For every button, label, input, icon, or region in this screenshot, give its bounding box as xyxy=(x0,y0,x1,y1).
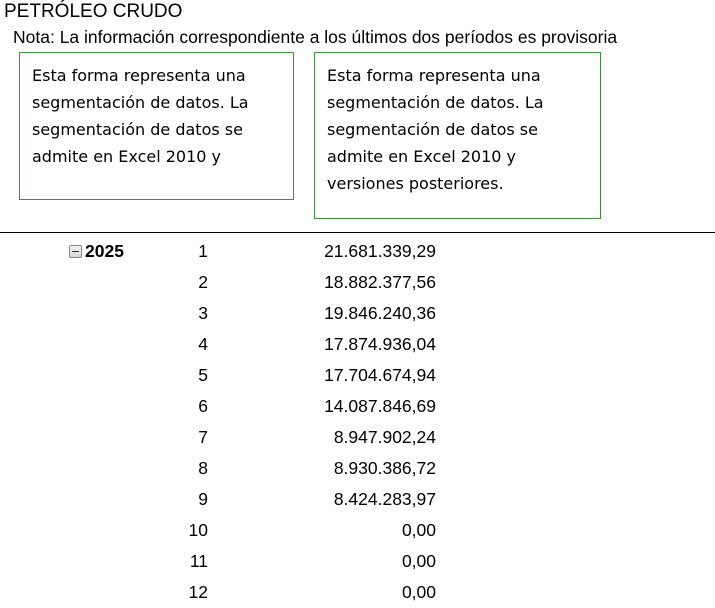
slicer-text-line: segmentación de datos se xyxy=(327,120,538,139)
month-cell: 11 xyxy=(189,551,208,571)
slicer-text-line: admite en Excel 2010 y xyxy=(32,147,222,166)
table-row xyxy=(0,422,715,453)
month-cell: 5 xyxy=(198,365,208,385)
month-cell: 12 xyxy=(188,582,208,602)
table-row xyxy=(0,360,715,391)
table-row xyxy=(0,391,715,422)
year-label: 2025 xyxy=(85,241,124,261)
value-cell: 0,00 xyxy=(401,582,436,602)
value-cell: 19.846.240,36 xyxy=(324,303,436,323)
header-divider xyxy=(0,232,715,233)
month-cell: 6 xyxy=(198,396,208,416)
table-row xyxy=(0,267,715,298)
provisional-note: Nota: La información correspondiente a los últimos dos períodos es provisoria xyxy=(13,27,618,47)
value-cell: 17.704.674,94 xyxy=(324,365,436,385)
value-cell: 0,00 xyxy=(401,520,436,540)
slicer-text-line: segmentación de datos. La xyxy=(327,93,544,112)
month-cell: 8 xyxy=(198,458,208,478)
slicer-placeholder-2[interactable] xyxy=(314,52,601,219)
value-cell: 8.930.386,72 xyxy=(333,458,436,478)
table-row xyxy=(0,546,715,577)
value-cell: 8.424.283,97 xyxy=(333,489,436,509)
slicer-text-line: Esta forma representa una xyxy=(32,66,246,85)
month-cell: 10 xyxy=(188,520,208,540)
slicer-text-line: versiones posteriores. xyxy=(327,174,504,193)
table-row xyxy=(0,515,715,546)
value-cell: 21.681.339,29 xyxy=(324,241,436,261)
month-cell: 7 xyxy=(198,427,208,447)
table-row xyxy=(0,453,715,484)
table-row xyxy=(0,577,715,608)
value-cell: 17.874.936,04 xyxy=(324,334,436,354)
value-cell: 18.882.377,56 xyxy=(324,272,436,292)
table-row xyxy=(0,236,715,267)
slicer-text-line: segmentación de datos. La xyxy=(32,93,249,112)
slicer-placeholder-1[interactable] xyxy=(19,52,294,200)
sheet-title: PETRÓLEO CRUDO xyxy=(4,1,183,22)
month-cell: 1 xyxy=(198,241,208,261)
table-row xyxy=(0,484,715,515)
month-cell: 4 xyxy=(198,334,208,354)
slicer-text-line: Esta forma representa una xyxy=(327,66,541,85)
value-cell: 0,00 xyxy=(401,551,436,571)
value-cell: 14.087.846,69 xyxy=(324,396,436,416)
table-row xyxy=(0,329,715,360)
month-cell: 9 xyxy=(198,489,208,509)
month-cell: 3 xyxy=(198,303,208,323)
table-row xyxy=(0,298,715,329)
month-cell: 2 xyxy=(198,272,208,292)
slicer-text-line: segmentación de datos se xyxy=(32,120,243,139)
value-cell: 8.947.902,24 xyxy=(333,427,436,447)
slicer-text-line: admite en Excel 2010 y xyxy=(327,147,517,166)
